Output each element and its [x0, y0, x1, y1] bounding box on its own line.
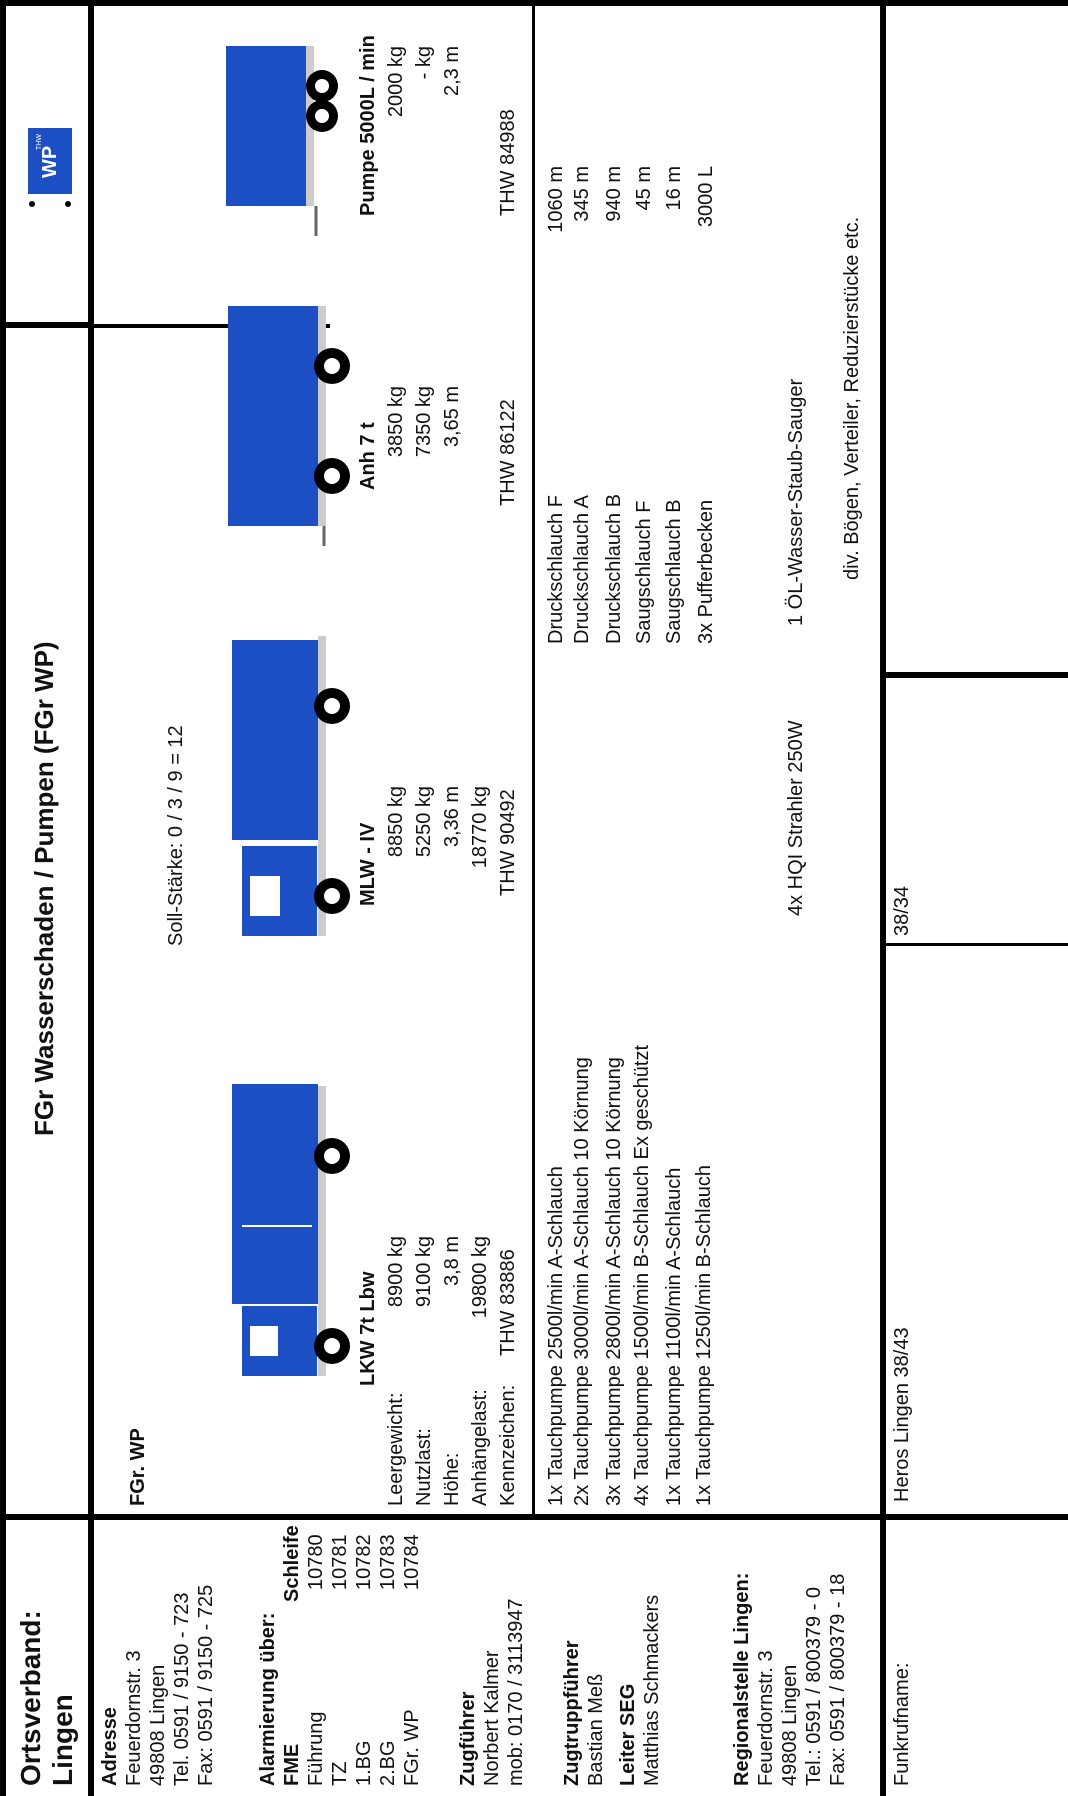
- adresse-label: Adresse: [99, 1707, 121, 1786]
- sauger-item: 1 ÖL-Wasser-Staub-Sauger: [785, 378, 807, 626]
- vehicle-value: 3,36 m: [441, 786, 463, 848]
- misc-item: div. Bögen, Verteiler, Reduzierstücke etc.: [841, 216, 863, 580]
- strahler-item: 4x HQI Strahler 250W: [785, 720, 807, 916]
- vehicle-value: 2,3 m: [441, 46, 463, 97]
- frame-top: [0, 0, 6, 1796]
- hose-value: 45 m: [633, 166, 655, 211]
- page-title: FGr Wasserschaden / Pumpen (FGr WP): [29, 641, 59, 1136]
- vehicle-name: MLW - IV: [357, 822, 379, 906]
- hose-name: Druckschlauch F: [545, 495, 567, 644]
- zugfuehrer-name: Norbert Kalmer: [481, 1650, 503, 1786]
- pump-item: 3x Tauchpumpe 2800l/min A-Schlauch 10 Körnung: [603, 1057, 625, 1506]
- vehicle-name: LKW 7t Lbw: [357, 1271, 379, 1386]
- adresse-fax: Fax: 0591 / 9150 - 725: [195, 1584, 217, 1786]
- vehicle-value: 8850 kg: [385, 786, 407, 858]
- seg-name: Matthias Schmackers: [641, 1594, 663, 1786]
- funkrufname-label: Funkrufname:: [891, 1662, 913, 1786]
- alarm-row-name: 1.BG: [353, 1740, 375, 1786]
- heros-label: Heros Lingen 38/43: [891, 1327, 913, 1502]
- vehicle-plate: THW 90492: [497, 789, 519, 896]
- alarm-row-code: 10781: [329, 1534, 351, 1590]
- soll-staerke: Soll-Stärke: 0 / 3 / 9 = 12: [165, 725, 187, 946]
- hose-name: Saugschlauch F: [633, 500, 655, 644]
- unit-label: FGr. WP: [127, 1428, 149, 1506]
- logo-text: WP: [39, 145, 61, 178]
- adresse-street: Feuerdornstr. 3: [123, 1650, 145, 1786]
- vehicle-value: 3,65 m: [441, 386, 463, 448]
- frame-right-edge: [0, 0, 1068, 6]
- spec-label: Anhängelast:: [469, 1389, 491, 1506]
- hose-name: Druckschlauch A: [571, 495, 593, 644]
- hose-value: 940 m: [603, 166, 625, 222]
- ov-name: Lingen: [47, 1694, 78, 1786]
- vehicle-plate: THW 86122: [497, 399, 519, 506]
- pump-item: 1x Tauchpumpe 1100l/min A-Schlauch: [663, 1167, 685, 1506]
- frame-footer-div-2: [886, 672, 1068, 678]
- schleife-label: Schleife: [281, 1525, 303, 1602]
- footer-number: 38/34: [891, 885, 913, 936]
- pump-item: 1x Tauchpumpe 1250l/min B-Schlauch: [693, 1165, 715, 1506]
- vehicle-value: 9100 kg: [413, 1236, 435, 1308]
- hose-name: Druckschlauch B: [603, 493, 625, 644]
- alarm-row-name: 2.BG: [377, 1740, 399, 1786]
- vehicle-value: 7350 kg: [413, 386, 435, 458]
- ztf-label: Zugtruppführer: [561, 1640, 583, 1786]
- zugfuehrer-label: Zugführer: [457, 1691, 479, 1786]
- pump-item: 4x Tauchpumpe 1500l/min B-Schlauch Ex geschützt: [631, 1044, 653, 1506]
- vehicle-value: 19800 kg: [469, 1236, 491, 1319]
- vehicle-value: 18770 kg: [469, 786, 491, 869]
- vehicle-value: 5250 kg: [413, 786, 435, 858]
- logo-sub: THW: [36, 134, 43, 150]
- regio-city: 49808 Lingen: [779, 1664, 801, 1786]
- hose-value: 345 m: [571, 166, 593, 222]
- alarm-label: Alarmierung über:: [257, 1612, 279, 1786]
- frame-footer-sep: [880, 0, 886, 1796]
- alarm-row-code: 10782: [353, 1534, 375, 1590]
- regio-label: Regionalstelle Lingen:: [731, 1572, 753, 1786]
- spec-label: Höhe:: [441, 1452, 463, 1506]
- frame-left-sep: [88, 0, 94, 1796]
- wp-logo: [26, 126, 74, 216]
- alarm-row-name: FGr. WP: [401, 1709, 423, 1786]
- regio-street: Feuerdornstr. 3: [755, 1650, 777, 1786]
- alarm-row-code: 10780: [305, 1534, 327, 1590]
- vehicle-name: Pumpe 5000L / min: [357, 35, 379, 216]
- vehicle-anh-image: [228, 286, 358, 546]
- alarm-row-name: Führung: [305, 1711, 327, 1786]
- hose-name: Saugschlauch B: [663, 499, 685, 644]
- ztf-name: Bastian Meß: [585, 1673, 607, 1786]
- hose-value: 3000 L: [695, 166, 717, 228]
- pump-item: 2x Tauchpumpe 3000l/min A-Schlauch 10 Körnung: [571, 1057, 593, 1506]
- hose-value: 16 m: [663, 166, 685, 211]
- vehicle-mlw-image: [232, 626, 362, 936]
- vehicle-pumpe-image: [226, 36, 356, 236]
- pump-item: 1x Tauchpumpe 2500l/min A-Schlauch: [545, 1166, 567, 1506]
- alarm-row-name: TZ: [329, 1761, 351, 1786]
- vehicle-value: - kg: [413, 46, 435, 80]
- spec-label: Leergewicht:: [385, 1392, 407, 1506]
- vehicle-plate: THW 84988: [497, 109, 519, 216]
- regio-tel: Tel.: 0591 / 800379 - 0: [803, 1586, 825, 1786]
- hose-name: 3x Pufferbecken: [695, 499, 717, 644]
- adresse-tel: Tel. 0591 / 9150 - 723: [171, 1592, 193, 1786]
- zugfuehrer-mob: mob: 0170 / 3113947: [505, 1598, 527, 1786]
- vehicle-name: Anh 7 t: [357, 422, 379, 490]
- alarm-row-code: 10784: [401, 1534, 423, 1590]
- vehicle-lkw-image: [232, 1076, 362, 1376]
- fme-label: FME: [281, 1743, 303, 1786]
- adresse-city: 49808 Lingen: [147, 1664, 169, 1786]
- frame-footer-div-1: [886, 943, 1068, 946]
- frame-col-sep: [0, 1514, 1068, 1520]
- vehicle-value: 8900 kg: [385, 1236, 407, 1308]
- spec-label: Nutzlast:: [413, 1428, 435, 1506]
- alarm-row-code: 10783: [377, 1534, 399, 1590]
- vehicle-value: 2000 kg: [385, 46, 407, 118]
- hose-value: 1060 m: [545, 166, 567, 233]
- frame-vehicle-sep: [532, 0, 535, 1514]
- seg-label: Leiter SEG: [617, 1683, 639, 1786]
- vehicle-value: 3,8 m: [441, 1236, 463, 1287]
- vehicle-plate: THW 83886: [497, 1249, 519, 1356]
- spec-label: Kennzeichen:: [497, 1384, 519, 1506]
- regio-fax: Fax: 0591 / 800379 - 18: [827, 1573, 849, 1786]
- vehicle-value: 3850 kg: [385, 386, 407, 458]
- ov-heading: Ortsverband:: [15, 1610, 46, 1786]
